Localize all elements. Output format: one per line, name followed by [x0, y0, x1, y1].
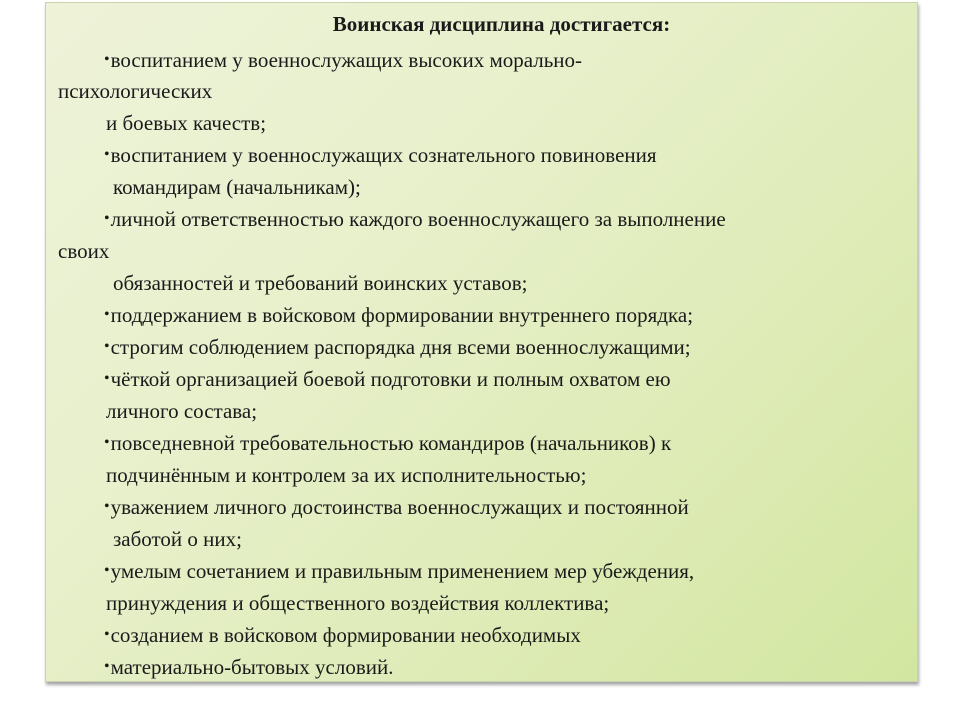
list-item-continuation: личного состава;: [106, 399, 258, 423]
list-item-continuation: подчинённым и контролем за их исполнительностью;: [106, 463, 587, 487]
page-title: Воинская дисциплина достигается:: [332, 12, 671, 36]
list-item: •уважением личного достоинства военнослужащих и постоянной: [104, 495, 689, 519]
list-item: •созданием в войсковом формировании необходимых: [104, 623, 581, 647]
list-item: •чёткой организацией боевой подготовки и полным охватом ею: [104, 367, 671, 391]
list-item: •повседневной требовательностью командиров (начальников) к: [104, 431, 672, 455]
list-item: •умелым сочетанием и правильным применением мер убеждения,: [104, 559, 695, 583]
list-item-continuation: обязанностей и требований воинских уставов;: [113, 271, 528, 295]
bullet-icon: •: [104, 146, 110, 163]
content-panel: [45, 2, 918, 682]
list-item-continuation: командирам (начальникам);: [113, 175, 361, 199]
list-item-continuation: заботой о них;: [113, 527, 242, 551]
bullet-icon: •: [104, 562, 110, 579]
bullet-icon: •: [104, 210, 110, 227]
list-item: •строгим соблюдением распорядка дня всеми военнослужащими;: [104, 335, 691, 359]
list-item: •материально-бытовых условий.: [104, 655, 394, 679]
list-item: •поддержанием в войсковом формировании внутреннего порядка;: [104, 303, 694, 327]
list-item-continuation: психологических: [58, 79, 213, 103]
list-item: •воспитанием у военнослужащих сознательного повиновения: [104, 143, 657, 167]
list-item: •воспитанием у военнослужащих высоких морально-: [104, 48, 583, 72]
bullet-icon: •: [104, 338, 110, 355]
list-item-continuation: и боевых качеств;: [106, 111, 267, 135]
list-item: •личной ответственностью каждого военнослужащего за выполнение: [104, 207, 726, 231]
bullet-icon: •: [104, 51, 110, 68]
list-item-continuation: принуждения и общественного воздействия коллектива;: [106, 591, 610, 615]
bullet-icon: •: [104, 658, 110, 675]
bullet-icon: •: [104, 434, 110, 451]
list-item-continuation: своих: [58, 239, 110, 263]
bullet-icon: •: [104, 370, 110, 387]
bullet-icon: •: [104, 498, 110, 515]
bullet-icon: •: [104, 626, 110, 643]
bullet-icon: •: [104, 306, 110, 323]
